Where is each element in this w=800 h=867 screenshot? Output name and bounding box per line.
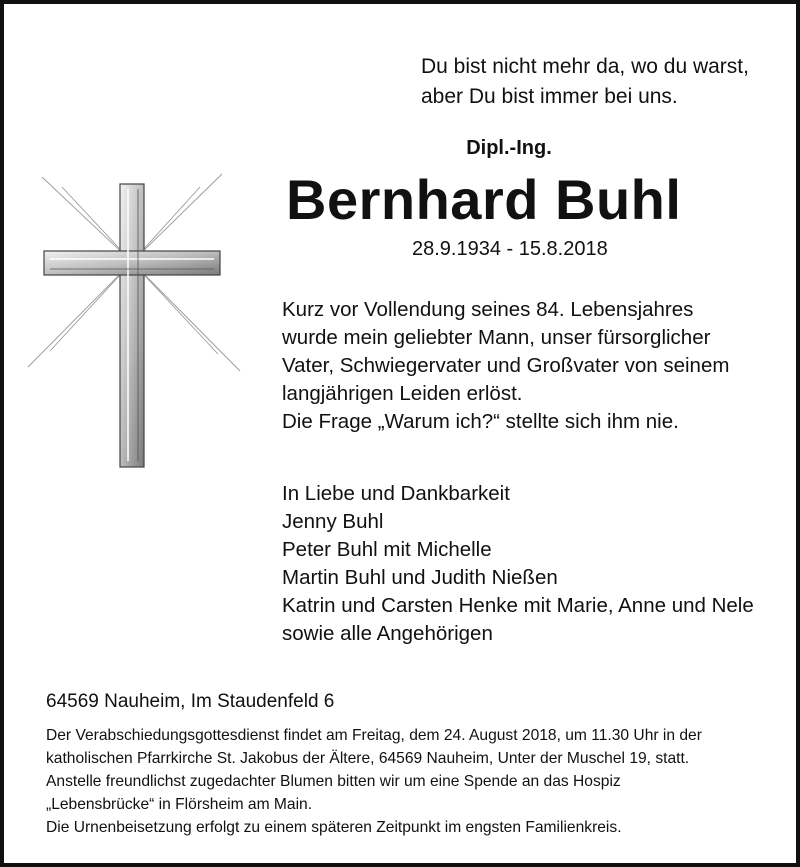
cross-icon xyxy=(22,169,247,474)
deceased-name: Bernhard Buhl xyxy=(286,168,682,231)
obituary-line: langjährigen Leiden erlöst. xyxy=(282,382,523,405)
mourners-line: Peter Buhl mit Michelle xyxy=(282,538,492,561)
obituary-text xyxy=(282,296,729,436)
mourners-line: In Liebe und Dankbarkeit xyxy=(282,482,510,505)
mourners-list xyxy=(282,480,754,648)
obituary-line: Die Frage „Warum ich?“ stellte sich ihm nie. xyxy=(282,410,679,433)
obituary-line: wurde mein geliebter Mann, unser fürsorglicher xyxy=(282,326,711,349)
notice-line: „Lebensbrücke“ in Flörsheim am Main. xyxy=(46,796,313,813)
funeral-notice xyxy=(46,724,702,839)
notice-line: Anstelle freundlichst zugedachter Blumen bitten wir um eine Spende an das Hospiz xyxy=(46,773,621,790)
mourners-line: sowie alle Angehörigen xyxy=(282,622,493,645)
motto-line: Du bist nicht mehr da, wo du warst, xyxy=(421,55,749,78)
mourners-line: Martin Buhl und Judith Nießen xyxy=(282,566,558,589)
family-address: 64569 Nauheim, Im Staudenfeld 6 xyxy=(46,691,335,712)
motto-quote xyxy=(421,52,749,112)
notice-line: Die Urnenbeisetzung erfolgt zu einem späteren Zeitpunkt im engsten Familienkreis. xyxy=(46,819,622,836)
notice-line: katholischen Pfarrkirche St. Jakobus der Ältere, 64569 Nauheim, Unter der Muschel 19, statt. xyxy=(46,750,690,767)
mourners-line: Jenny Buhl xyxy=(282,510,384,533)
motto-line: aber Du bist immer bei uns. xyxy=(421,85,678,108)
life-dates: 28.9.1934 - 15.8.2018 xyxy=(412,238,608,260)
notice-line: Der Verabschiedungsgottesdienst findet am Freitag, dem 24. August 2018, um 11.30 Uhr in der xyxy=(46,727,702,744)
obituary-line: Kurz vor Vollendung seines 84. Lebensjahres xyxy=(282,298,694,321)
mourners-line: Katrin und Carsten Henke mit Marie, Anne und Nele xyxy=(282,594,754,617)
obituary-line: Vater, Schwiegervater und Großvater von seinem xyxy=(282,354,730,377)
academic-title: Dipl.-Ing. xyxy=(466,137,552,159)
